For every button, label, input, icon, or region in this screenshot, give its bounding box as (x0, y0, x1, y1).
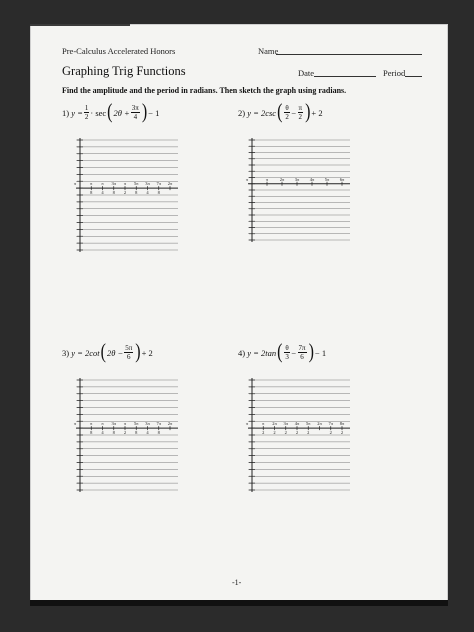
x-tick-label-negative: π (245, 176, 249, 182)
x-tick-label: 3π (294, 176, 300, 182)
x-tick-denominator: 4 (101, 190, 104, 196)
x-tick-label: 4π (294, 421, 300, 427)
x-tick-denominator: 8 (157, 430, 160, 436)
paren-open: ( (277, 340, 283, 363)
graph-grid-2[interactable] (240, 136, 352, 244)
x-tick-label: 5π (133, 421, 139, 427)
x-tick-label: 2π (272, 421, 277, 427)
x-tick-denominator: 2 (273, 430, 276, 436)
paren-open: ( (277, 100, 283, 123)
equation-tail: + 2 (311, 107, 323, 118)
inner-expression: 2θ − (106, 347, 124, 358)
fraction: $\frac{\theta}{3}$ (285, 344, 289, 361)
page-number: -1- (232, 578, 242, 587)
paren-close: ) (308, 340, 314, 363)
name-label: Name (258, 46, 279, 56)
x-tick-label: π (123, 181, 127, 187)
x-tick-label: π (265, 176, 269, 182)
x-tick-label: 3π (283, 421, 289, 427)
x-tick-denominator: 2 (340, 430, 344, 436)
equation-lhs: y = 2csc (247, 107, 277, 118)
x-tick-label: 2π (279, 176, 285, 182)
x-tick-denominator: 8 (112, 190, 115, 196)
inner-expression: − (290, 107, 297, 118)
x-tick-denominator: 2 (284, 430, 287, 436)
fraction: $\frac{1}{2}$ (84, 104, 89, 121)
x-tick-label: 5π (324, 176, 330, 182)
x-tick-label: 3π (111, 421, 117, 427)
x-tick-denominator: 8 (135, 190, 138, 196)
x-tick-label: 7π (328, 421, 334, 427)
problem-number: 2) (238, 107, 246, 118)
date-label: Date (298, 68, 315, 78)
problem-number: 3) (62, 347, 70, 358)
x-tick-denominator: 4 (146, 190, 149, 196)
x-tick-label: π (123, 421, 127, 427)
x-tick-label: π (101, 421, 104, 427)
period-label: Period (383, 68, 406, 78)
x-tick-label: π (90, 421, 93, 427)
inner-expression: − (290, 347, 297, 358)
x-tick-denominator: 2 (123, 190, 127, 196)
paren-close: ) (135, 340, 141, 363)
graph-grid-1[interactable] (68, 136, 180, 254)
x-tick-label: 7π (156, 421, 162, 427)
problem-2 (238, 100, 323, 123)
instructions: Find the amplitude and the period in radians. Then sketch the graph using radians. (62, 86, 347, 95)
graph-grid-3[interactable] (68, 376, 180, 494)
x-tick-label: π (101, 181, 104, 187)
x-tick-label-negative: π (245, 421, 249, 427)
x-tick-label: π (90, 181, 93, 187)
fraction: $\frac{\pi}{2}$ (298, 104, 303, 121)
problem-1 (62, 100, 160, 123)
x-tick-label: 2π (317, 421, 322, 427)
equation-tail: + 2 (141, 347, 153, 358)
scan-edge-top (30, 24, 130, 26)
fraction: $\frac{3\pi}{4}$ (131, 104, 139, 121)
x-tick-denominator: 2 (307, 430, 310, 436)
problem-3 (62, 340, 153, 363)
graph-grid-4[interactable] (240, 376, 352, 494)
x-tick-denominator: 2 (262, 430, 265, 436)
x-tick-denominator: 8 (112, 430, 115, 436)
x-tick-denominator: 2 (329, 430, 332, 436)
x-tick-denominator: 8 (135, 430, 138, 436)
equation-lhs: y = (71, 107, 83, 118)
x-tick-label: 8π (339, 421, 345, 427)
x-tick-label: 2π (167, 181, 173, 187)
x-tick-denominator: 8 (90, 190, 93, 196)
name-blank[interactable] (276, 54, 422, 55)
x-tick-denominator: 4 (101, 430, 104, 436)
paren-open: ( (107, 100, 113, 123)
x-tick-denominator: 8 (90, 430, 93, 436)
x-tick-label: 5π (305, 421, 311, 427)
x-tick-label: 3π (111, 181, 117, 187)
fraction: $\frac{\theta}{2}$ (285, 104, 289, 121)
x-tick-denominator: 2 (295, 430, 299, 436)
function-name: · sec (90, 107, 107, 118)
x-tick-denominator: 2 (123, 430, 127, 436)
x-tick-label: 7π (156, 181, 162, 187)
x-tick-label-negative: π (73, 181, 77, 187)
x-tick-denominator: 4 (146, 430, 149, 436)
equation-lhs: y = 2tan (247, 347, 277, 358)
page-title: Graphing Trig Functions (62, 64, 186, 78)
fraction: $\frac{7\pi}{6}$ (298, 344, 306, 361)
x-tick-label-negative: π (73, 421, 77, 427)
paren-close: ) (141, 100, 148, 123)
x-tick-label: 5π (133, 181, 139, 187)
x-tick-label: 4π (309, 176, 315, 182)
x-tick-label: 3π (145, 181, 150, 187)
equation-tail: − 1 (314, 347, 327, 358)
x-tick-label: 2π (167, 421, 173, 427)
date-blank[interactable] (314, 76, 376, 77)
x-tick-label: 3π (145, 421, 150, 427)
period-blank[interactable] (405, 76, 422, 77)
x-tick-label: 6π (339, 176, 345, 182)
problem-4 (238, 340, 327, 363)
fraction: $\frac{5\pi}{6}$ (125, 344, 133, 361)
equation-tail: − 1 (148, 107, 160, 118)
x-tick-denominator: 8 (157, 190, 160, 196)
equation-lhs: y = 2cot (71, 347, 100, 358)
x-tick-label: π (262, 421, 265, 427)
problem-number: 1) (62, 107, 70, 118)
scan-edge-bottom (30, 600, 448, 606)
problem-number: 4) (238, 347, 246, 358)
paren-open: ( (100, 340, 106, 363)
paren-close: ) (305, 100, 311, 123)
course-name: Pre-Calculus Accelerated Honors (62, 46, 176, 56)
inner-expression: 2θ + (113, 107, 130, 118)
